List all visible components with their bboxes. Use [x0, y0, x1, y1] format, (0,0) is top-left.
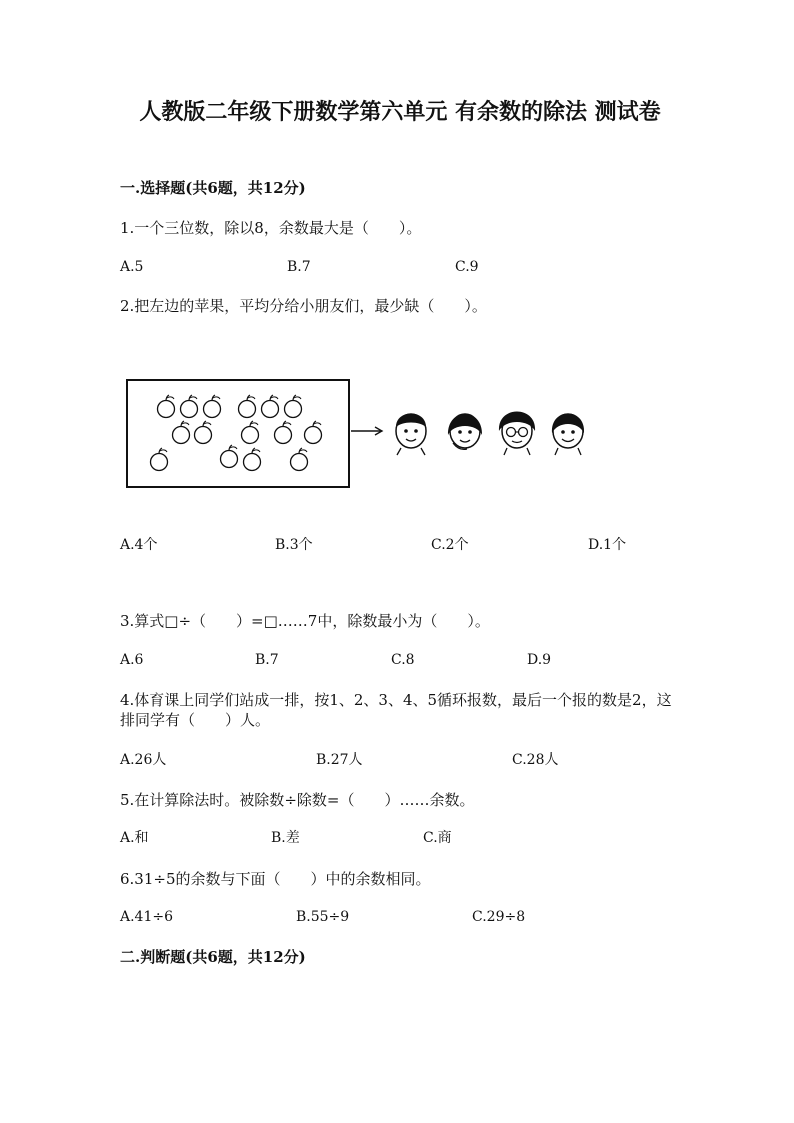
- question-5: 5.在计算除法时。被除数÷除数=（ ）……余数。: [120, 791, 475, 809]
- q2-option-d: D.1个: [588, 537, 627, 553]
- q3-option-a: A.6: [120, 652, 144, 668]
- q6-option-b: B.55÷9: [296, 909, 350, 925]
- section-heading-choice: 一.选择题(共6题，共12分): [120, 179, 306, 197]
- child-face-icon: [499, 412, 535, 456]
- q5-option-b: B.差: [271, 830, 300, 846]
- q6-option-a: A.41÷6: [120, 909, 174, 925]
- q4-option-b: B.27人: [316, 752, 363, 768]
- q1-option-b: B.7: [287, 259, 311, 275]
- question-2: 2.把左边的苹果，平均分给小朋友们，最少缺（ ）。: [120, 297, 487, 315]
- q1-option-c: C.9: [455, 259, 479, 275]
- child-face-icon: [552, 414, 584, 456]
- page-title: 人教版二年级下册数学第六单元 有余数的除法 测试卷: [139, 99, 661, 125]
- q2-option-b: B.3个: [275, 537, 313, 553]
- q2-option-a: A.4个: [120, 537, 158, 553]
- arrow-right-icon: [351, 427, 382, 435]
- q1-option-a: A.5: [120, 259, 144, 275]
- q5-option-a: A.和: [120, 830, 149, 846]
- q2-option-c: C.2个: [431, 537, 469, 553]
- q4-option-a: A.26人: [120, 752, 167, 768]
- question-4: 4.体育课上同学们站成一排，按1、2、3、4、5循环报数，最后一个报的数是2，这排同学有（ ）人。: [120, 691, 672, 729]
- q3-option-b: B.7: [255, 652, 279, 668]
- child-face-icon: [448, 414, 482, 449]
- q6-option-c: C.29÷8: [472, 909, 526, 925]
- question-6: 6.31÷5的余数与下面（ ）中的余数相同。: [120, 870, 431, 888]
- apples-and-children-figure: [125, 376, 595, 494]
- question-3: 3.算式□÷（ ）=□……7中，除数最小为（ ）。: [120, 612, 490, 630]
- child-face-icon: [396, 414, 426, 456]
- q4-option-c: C.28人: [512, 752, 559, 768]
- question-1: 1.一个三位数，除以8，余数最大是（ ）。: [120, 219, 422, 237]
- q5-option-c: C.商: [423, 830, 452, 846]
- q3-option-d: D.9: [527, 652, 552, 668]
- q3-option-c: C.8: [391, 652, 415, 668]
- section-heading-true-false: 二.判断题(共6题，共12分): [120, 948, 306, 966]
